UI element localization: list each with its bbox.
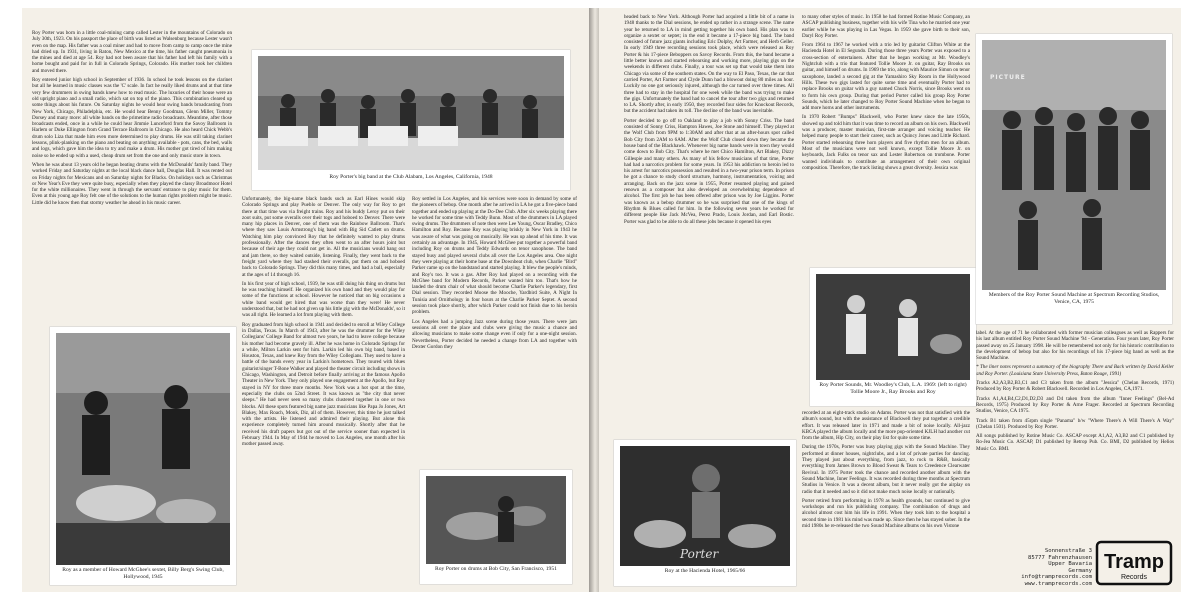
paragraph: Roy settled in Los Angeles, and his services were soon in demand by some of the pioneers of bebop. One month after he arrived in LA he got a five-piece band together and ended up playing at the Do-Dee Club. After six weeks playing there he worked for some time with Teddy Bunn. Most of the drummers in LA played swing drums. The drummers of note then were Lee Young, Oscar Bradley, Chico Hamilton and Roy. Because Roy was playing briskly in New York in 1943 he was aware of what was going on musically. He was up ahead of his time. It was certainly an advantage. In 1945, Howard McGhee put together a powerful band including Roy on drums and Teddy Edwards on tenor saxophone. The band stayed busy and played several clubs all over the Los Angeles area. One night they were playing at their home base at the Downbeat club, when Charlie "Bird" Parker came up on the bandstand and started playing. It blew the people's minds, and Roy's too. It was a gas. After Roy had played on a recording with the McGhee band for Modern Records, Parker wanted him too. That's how he landed the drum chair of what should become Charlie Parker's legendary, first Dial session. They recorded Moose the Mooche, Yardbird Suite, A Night In Tunisia and Ornithology in four hours at the Charlie Parker Septet. A second session took place shortly, after which Parker could not finish due to his heroin problem. bbox=[412, 196, 577, 316]
svg-text:Porter: Porter bbox=[680, 547, 719, 561]
hacienda-image bbox=[620, 446, 790, 566]
right-column-1 bbox=[624, 14, 794, 458]
photo-big-band bbox=[252, 50, 570, 190]
paragraph: Tracks A1,A4,B4,C2,D1,D2,D3 and D4 taken from the album "Inner Feelings" (Bel-Ad Records, 1975) Produced by Roy Porter & Arne Frager. Recorded at Spectrum Recording Studios, Venice, CA 1975. bbox=[976, 395, 1174, 415]
paragraph: Roy Porter was born in a little coal-mining camp called Lester in the mountains of Colorado on July 30th, 1923. On his passport the place of birth was listed as Walsenburg because Lester wasn't even on the map. His father was a coal miner and had to move from camp to camp once the mine had dried up. In 1931, living in Raton, New Mexico at the time, his father caught pneumonia in the mines and died at age 54. Roy had not been aware that his father had left his family with a home bought and paid for in full in Colorado Springs, Colorado. His mother took her children and moved there. bbox=[32, 30, 232, 74]
paragraph: * The liner notes represent a summary of the biography There and Back written by David Keller and Roy Porter. (Louisiana State University Press, Baton Rouge, 1991) bbox=[976, 364, 1174, 377]
paragraph: Porter decided to go off to Oakland to play a job with Sonny Criss. The band consisted of Sonny Criss, Hampton Hawes, Joe Stone and himself. They played at the Wolf Club from 9PM to 1:30AM and after that at an after-hours spot called Bob City from 2AM to 6AM. After the Wolf Club closed down they became the house band of the Blackhawk. Whenever big name bands were in town they would come down to Bob City. That's where he met Chico Hamilton, Art Blakey, Dizzy Gillespie and many others. As many of his fellow musicians of that time, Porter had had a narcotics problem for some years. In 1953 his addiction to heroin led to his arrest for narcotics possession and resulted in a two-year prison term. In prison he got a chance to study chord structure, harmony, instrumentation, voicing and arranging. Back on the jazz scene in 1955, Porter resumed playing and gained renown as a composer but also developed an overwhelming dependence of alcohol. The first job he has been offered after prison was by Joe Liggins. Porter was known as a bebop drummer so he was surprised that one of the kings of Rhythm & Blues called for him. In the following seven years he worked for different people like Jack McVea, Perez Prado, Louis Jordan, and Earl Bostic. Porter was glad to be able to do all these jobs because it opened his eyes bbox=[624, 117, 794, 225]
address-line: Upper Bavaria bbox=[1048, 561, 1092, 568]
photo-mcghee-sextet bbox=[50, 327, 236, 585]
address-line: www.tramprecords.com bbox=[1024, 580, 1092, 587]
photo-bob-city bbox=[420, 470, 572, 584]
paragraph: In his first year of high school, 1939, he was still doing his thing on drums but he was teaching himself. He organized his own band and they would play for some of the functions at school. However he noticed that on big occasions a white band would get hired that was worse than they were! He never understood that, but he had not given up his little gig with the McDonalds', so it was all right. He learned a lot from playing with them. bbox=[242, 280, 405, 319]
paragraph: All songs published by Rotine Music Co. ASCAP except A1,A2, A3,B2 and C1 published by Ro-Jea Music Co. ASCAP, D1 published by Retrop Pub. Co. BMI, D2 published by Helios Music Co. BMI. bbox=[976, 433, 1174, 452]
address-line: 85777 Fahrenzhausen bbox=[1028, 554, 1092, 561]
paragraph: Roy graduated from high school in 1941 and decided to enroll at Wiley College in Dallas, Texas. In March of 1943, after he was the drummer for the Wiley Collegians' College Band for almost two years, he had to leave college because his mother had become gravely ill. After he was home in Colorado Springs for a while, Milton Larkin sent for him. Larkin led his own big band, based in Houston, Texas, and knew Roy from the Wiley Collegians. They used to have a battle of the bands every year in Larkin's hometown. They toured with blues guitarist/singer T-Bone Walker and played the theater circuit including shows in Chicago, Washington, and Detroit before finally arriving at the famous Apollo Theater in New York. They only played one engagement at the Apollo, but Roy stayed in NY for three more months. New York was a hot spot at the time, especially the clubs on 52nd Street. It was known as "the city that never sleeps." He had never seen so many clubs clustered together in one or two blocks. All these spots featured big name jazz musicians like Papa Jo Jones, Art Blakey, Max Roach, Monk, Diz, all of them. However, this time he just talked with the artists. He listened and admired their playing. But alone this experience completely turned him around musically. Shortly after that he received his draft papers but got out of the service sooner than expected in February 1944. In May of 1944 he moved to Los Angeles, one month after his mother passed away. bbox=[242, 321, 405, 448]
paragraph: Roy entered junior high school in September of 1936. In school he took lessons on the clarinet but all he learned in music classes was the 'C' scale. In fact he really liked drums and at that time very few drummers in swing bands knew how to read music. The luxuries of their house were an old upright piano and a small radio, which sat on top of the piano. This combination cleared up some things about his future. On Saturday nights he would hear swing bands broadcasting from New York, Chicago, Philadelphia, etc. He would hear Benny Goodman, Glenn Miller, Tommy Dorsey and many more: all white bands on the primetime radio broadcasts. Meantime, after those broadcasts ended, once in a while he could hear Jimmie Lunceford from the Savoy Ballroom in Harlem or Duke Ellington from Grand Terrace Ballroom in Chicago. He also heard Chick Webb's drum solo Liza that made him even more determined to play drums. He was still taking clarinet lessons, plink-planking on the piano and beating on anything available - pots, cans, the bed, walls and logs, which gave him the idea to try and make a drum. His mother got tired of him making noise so he ended up with a used, cheap drum set from the one and only music store in town. bbox=[32, 77, 232, 159]
caption: Members of the Roy Porter Sound Machine at Spectrum Recording Studios, Venice, CA, 1975 bbox=[988, 292, 1160, 305]
caption: Roy at the Hacienda Hotel, 1965/66 bbox=[664, 568, 746, 574]
logo-wordmark: Tramp bbox=[1103, 551, 1165, 573]
logo-sub: Records bbox=[1120, 574, 1148, 581]
paragraph: During the 1970s, Porter was busy playing gigs with the Sound Machine. They performed at dinner houses, nightclubs, and a lot of private parties for dancing. They played just about everything, from jazz, to rock to R&B, basically everything from James Brown to Blood Sweat & Tears to Creedence Clearwater Revival. In 1975 Porter took the chance and recorded another album with the Sound Machine, Inner Feelings. It was recorded during three months at Spectrum Studios in Venice. It was a decent album, but it never really got the airplay on radio that it needed and so it did not make much noise locally or nationally. bbox=[802, 444, 970, 495]
gatefold-spine bbox=[589, 8, 599, 592]
tramp-records-logo bbox=[1095, 540, 1173, 586]
studio-sign: PICTURE bbox=[990, 74, 1026, 81]
right-column-2a bbox=[802, 14, 970, 267]
photo-hacienda bbox=[614, 440, 796, 586]
paragraph: When he was about 13 years old he began beating drums with the McDonalds' family band. They worked Friday and Saturday nights at the local black dance hall, Douglas Hall. It was rented out on Friday nights for Mexicans and on Saturday nights for Blacks. On holidays such as Christmas or New Year's Eve they were quite busy, especially when they played the classy Broadmoor Hotel for the white millionaires. They went in through the servants' entrance to play music for them. Even at this young age Roy felt one of the solutions to the human rights problem might be music. Little did he know then that stormy weather he ahead in his music career. bbox=[32, 161, 232, 206]
address-line: Sonnenstraße 3 bbox=[1044, 548, 1092, 554]
paragraph: Track B1 taken from 45rpm single "Panama" b/w "Where There's A Will There's A Way" (Chelan 1501). Produced by Roy Porter. bbox=[976, 417, 1174, 430]
sound-machine-image bbox=[982, 40, 1166, 290]
sextet-image bbox=[56, 333, 230, 565]
paragraph: From 1964 to 1967 he worked with a trio led by guitarist Clifton White at the Hacienda Hotel in El Segundo. During those three years Porter was exposed to a cross-section of entertainers. After that he began working at Mr. Woodley's Nightclub with a trio that featured Tollie Moore Jr. on guitar, Ray Brooks on guitar, and himself on drums. In 1969 the trio, along with Maurice Simon on tenor saxophone, landed a second gig at the Yamashiro Sky Room in the Hollywood Hills. These two gigs lasted for quite some time and eventually Porter had to replace Brooks on guitar with a guy named Chuck Norris, since Brooks went on to form his own group. During that period Porter called his group Roy Porter Sounds, which he later changed to Roy Porter Sound Machine when he began to add more horns and other instruments. bbox=[802, 42, 970, 112]
label-address bbox=[1014, 548, 1092, 588]
big-band-image bbox=[258, 56, 564, 170]
paragraph: to many other styles of music. In 1958 he had formed Rotine Music Company, an ASCAP publishing business, together with his wife Tina who he married one year earlier while he was playing in Las Vegas. In 1959 she gave birth to their son, Daryl Roy Porter. bbox=[802, 14, 970, 39]
left-column-1 bbox=[32, 30, 232, 325]
left-column-2 bbox=[242, 196, 405, 582]
paragraph: Los Angeles had a jumping Jazz scene during those years. There were jam sessions all over the place and clubs were giving the music a chance and allowing musicians to make some change even if only for a one-night session. Nevertheless, Porter decided he needed a change from LA and together with Dexter Gordon they bbox=[412, 318, 577, 350]
address-line: info@tramprecords.com bbox=[1021, 574, 1092, 581]
right-column-2b bbox=[802, 410, 970, 584]
right-column-3 bbox=[976, 330, 1174, 538]
paragraph: label. At the age of 71 he collaborated with former musician colleagues as well as Rappers for his last album entitled Roy Porter Sound Machine '94 - Generation. Four years later, Roy Porter passed away on 25 January 1998. He will be remembered not only for his historic contribution to the development of bebop but also for his recordings of his 17-piece big band as well as the Sound Machine. bbox=[976, 330, 1174, 362]
photo-sound-machine bbox=[976, 34, 1172, 324]
bob-city-image bbox=[426, 476, 566, 564]
sounds-image bbox=[816, 274, 970, 380]
left-column-3 bbox=[412, 196, 577, 444]
caption: Roy Porter on drums at Bob City, San Francisco, 1951 bbox=[435, 566, 557, 572]
paragraph: In 1970 Robert "Bumps" Blackwell, who Porter knew since the late 1950s, showed up and told him that it was time to record an album on his own. Blackwell was a producer, master musician, first-rate arranger and voicing teacher. He helped many people to start their career, such as Quincy Jones and Little Richard. Porter started rehearsing three horn players and five rhythm men for an album. Most of the musicians were not well known, except Tollie Moore Jr. on keyboards, Jack Fulks on tenor sax and Lester Robertson on trombone. Porter wanted individuals to contribute an arrangement of their own original composition. Therefore, the track listing shows a great diversity. Jessica was bbox=[802, 114, 970, 171]
address-line: Germany bbox=[1068, 567, 1092, 574]
caption: Roy as a member of Howard McGhee's sextet, Billy Berg's Swing Club, Hollywood, 1945 bbox=[62, 567, 224, 580]
photo-porter-sounds bbox=[810, 268, 976, 406]
paragraph: headed back to New York. Although Porter had acquired a little bit of a name in 1948 thanks to the Dial sessions, he ended up rather in a strange scene. The name year he returned to LA in mind getting together his own band. His plan was to organize a sextet or septet; in the end it became a 17-piece big band. The band consisted of future jazz giants including Eric Dolphy, Art Farmer, and Herb Geller. In early 1949 three recording sessions took place, which were released as Roy Porter & his 17-piece Beboppers on Savoy Records. From this, the band became a little better known and started rehearsing and working more, playing gigs on the weekends in different clubs. Finally, a tour was set up that would take them into Chicago via some of the southern states. On the way to El Paso, Texas, the car that carried Porter, Art Farmer and Clyde Dunn had a blowout doing 80 miles an hour. Luckily no one got seriously injured, although the car turned over three times. All three had to stay in the hospital for one week while the band was trying to make the gigs. Unfortunately the band had to cancel the tour after two gigs and returned to LA. Shortly after, in early 1950, they recorded four sides for Knockout Records, but the accident had taken its toll. The decline of the band was inevitable. bbox=[624, 14, 794, 115]
caption: Roy Porter's big band at the Club Alabam, Los Angeles, California, 1948 bbox=[329, 174, 493, 180]
paragraph: Porter retired from performing in 1978 as health grounds, but continued to give workshops and run his publishing company. The combination of drugs and alcohol almost cost him his life in 1991. When they took him to the hospital a second time in 1981 his mind was made up. Since then he has stayed sober. In the mid 1980s he re-released the two Sound Machine albums on his own Vistone bbox=[802, 497, 970, 530]
paragraph: Unfortunately, the big-name black bands such as Earl Hines would skip Colorado Springs and play Pueblo or Denver. The only way for Roy to get there at that time was via freight trains. Roy and his buddy Leroy put on their zoot suits, put some overalls over their togs and hoboed to Denver. There were many hip places in Denver, one of them was the Rainbow Ballroom. That's where they saw Louis Armstrong's big band with Big Sid Catlett on drums. Watching him play convinced Roy that he definitely wanted to play drums professionally. After the dances they often went to an after hours joint but because of their age they could not get in. All the musicians would hang out and jam there, so they waited outside, listening. Finally, they went back to the freight yard where they had stashed their overalls, put them on and hoboed back to Colorado Springs. They did this many times, and had a ball, especially at the ages of 14 through 16. bbox=[242, 196, 405, 278]
paragraph: Tracks A2,A3,B2,B3,C1 and C3 taken from the album "Jessica" (Chelan Records, 1971) Produced by Roy Porter & Robert Blackwell. Recorded in Los Angeles, CA,1971. bbox=[976, 380, 1174, 393]
caption: Roy Porter Sounds, Mr. Woodley's Club, L.A. 1969: (left to right) Tollie Moore Jr., Ray Brooks and Roy bbox=[819, 382, 967, 395]
paragraph: recorded at an eight-track studio on Adams. Porter was not that satisfied with the album's sound, but with the assistance of Blackwell they put together a credible effort. It was released later in 1971 and made a bit of noise locally. All-jazz KBCA played the album locally and the more pop-oriented KJLH had another cut from the album, Hip City, on their play list for quite some time. bbox=[802, 410, 970, 442]
